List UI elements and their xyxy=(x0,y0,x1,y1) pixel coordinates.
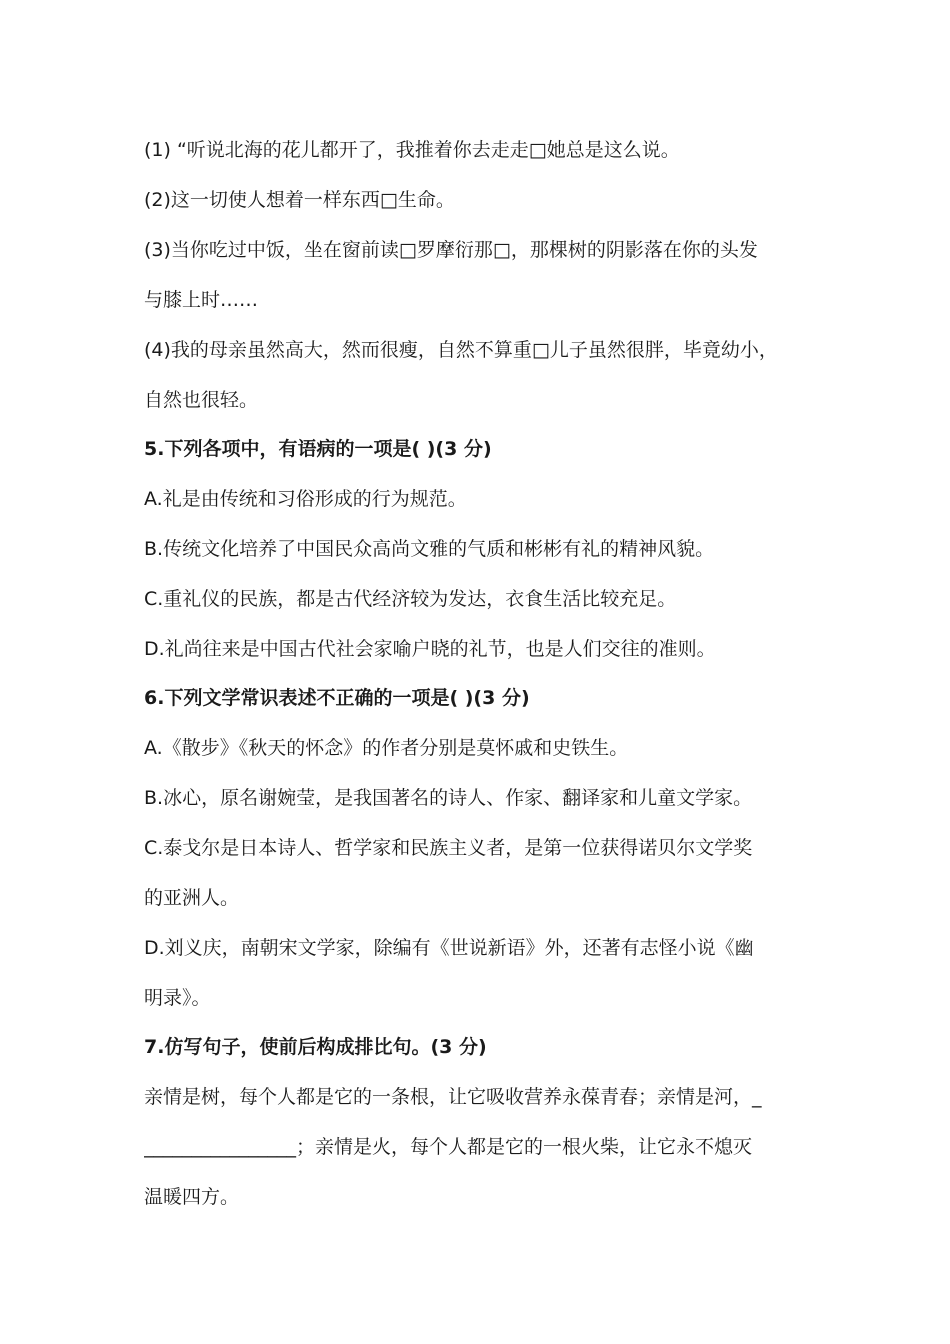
question-6-option-a: A.《散步》《秋天的怀念》的作者分别是莫怀戚和史铁生。 xyxy=(144,737,629,759)
question-7-text-line-3: 温暖四方。 xyxy=(144,1186,240,1208)
question-5-option-d: D.礼尚往来是中国古代社会家喻户晓的礼节，也是人们交往的准则。 xyxy=(144,638,716,660)
question-5-title: 5.下列各项中，有语病的一项是( )(3 分) xyxy=(144,438,492,460)
question-6-option-c-line-1: C.泰戈尔是日本诗人、哲学家和民族主义者，是第一位获得诺贝尔文学奖 xyxy=(144,837,753,859)
sentence-2: (2)这一切使人想着一样东西□生命。 xyxy=(144,189,455,211)
question-6-option-d-line-2: 明录》。 xyxy=(144,987,211,1009)
question-6-option-b: B.冰心，原名谢婉莹，是我国著名的诗人、作家、翻译家和儿童文学家。 xyxy=(144,787,753,809)
question-6-option-c-line-2: 的亚洲人。 xyxy=(144,887,240,909)
sentence-4-line-2: 自然也很轻。 xyxy=(144,389,259,411)
question-7-text-line-1: 亲情是树，每个人都是它的一条根，让它吸收营养永葆青春；亲情是河，_ xyxy=(144,1086,762,1108)
question-6-title: 6.下列文学常识表述不正确的一项是( )(3 分) xyxy=(144,687,530,709)
question-5-option-b: B.传统文化培养了中国民众高尚文雅的气质和彬彬有礼的精神风貌。 xyxy=(144,538,715,560)
question-5-option-c: C.重礼仪的民族，都是古代经济较为发达，衣食生活比较充足。 xyxy=(144,588,677,610)
sentence-4-line-1: (4)我的母亲虽然高大，然而很瘦，自然不算重□儿子虽然很胖，毕竟幼小， xyxy=(144,339,778,361)
sentence-3-line-2: 与膝上时…… xyxy=(144,289,259,311)
sentence-3-line-1: (3)当你吃过中饭，坐在窗前读□罗摩衍那□，那棵树的阴影落在你的头发 xyxy=(144,239,758,261)
question-6-option-d-line-1: D.刘义庆，南朝宋文学家，除编有《世说新语》外，还著有志怪小说《幽 xyxy=(144,937,754,959)
question-7-text-line-2: ________________；亲情是火，每个人都是它的一根火柴，让它永不熄灭 xyxy=(144,1136,753,1158)
question-7-title: 7.仿写句子，使前后构成排比句。(3 分) xyxy=(144,1036,487,1058)
question-5-option-a: A.礼是由传统和习俗形成的行为规范。 xyxy=(144,488,467,510)
sentence-1: (1) “听说北海的花儿都开了，我推着你去走走□她总是这么说。 xyxy=(144,139,680,161)
